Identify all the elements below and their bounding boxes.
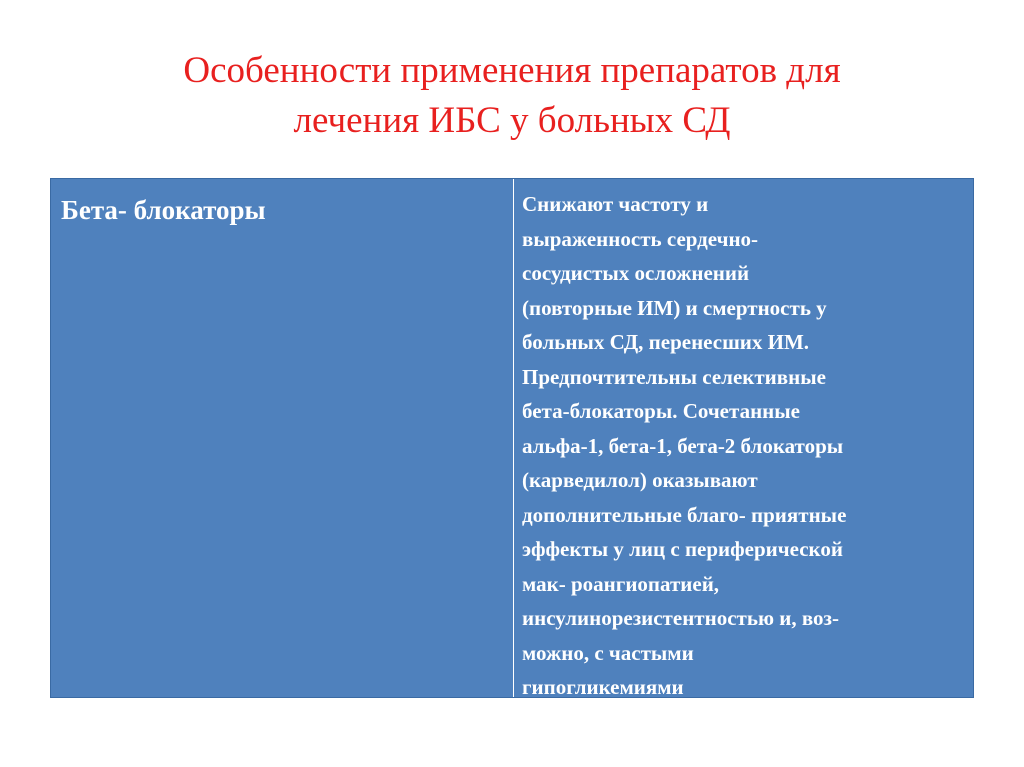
description-line: дополнительные благо- приятные <box>522 502 847 527</box>
description-line: (карведилол) оказывают <box>522 468 758 492</box>
description-line: Снижают частоту и <box>522 192 709 216</box>
description-line: выраженность сердечно- <box>522 226 759 251</box>
drug-table <box>50 178 974 698</box>
description-line: больных СД, перенесших ИМ. <box>522 330 810 354</box>
table-cell-description <box>514 179 973 697</box>
description-line: эффекты у лиц с периферической <box>522 537 843 561</box>
table-cell-drug <box>51 179 514 697</box>
slide-title <box>0 46 1024 146</box>
description-line: сосудистых осложнений <box>522 261 750 285</box>
description-line: мак- роангиопатией, <box>522 571 720 596</box>
description-line: бета-блокаторы. Сочетанные <box>522 399 800 423</box>
description-line: Предпочтительны селективные <box>522 364 826 389</box>
slide-title-line-2: лечения ИБС у больных СД <box>293 100 731 141</box>
slide-title-line-1: Особенности применения препаратов для <box>183 50 841 91</box>
description-line: гипогликемиями <box>522 675 684 699</box>
drug-name: Бета- блокаторы <box>61 195 266 225</box>
description-line: можно, с частыми <box>522 640 694 665</box>
description-line: инсулинорезистентностью и, воз- <box>522 606 839 630</box>
description-line: альфа-1, бета-1, бета-2 блокаторы <box>522 433 844 458</box>
description-line: (повторные ИМ) и смертность у <box>522 295 827 320</box>
